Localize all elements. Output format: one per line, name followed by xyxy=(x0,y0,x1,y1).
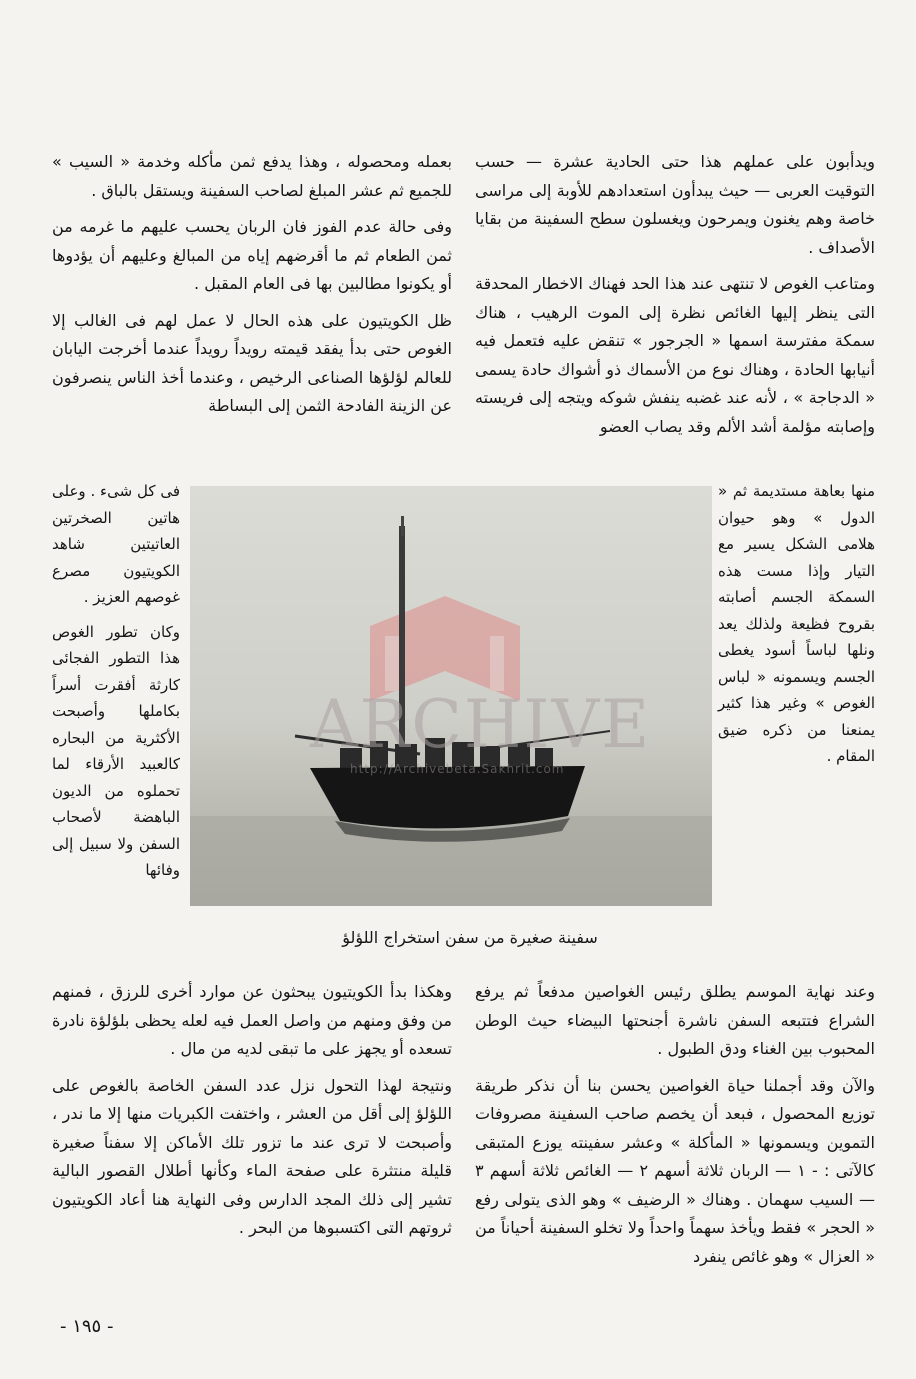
column-left-top xyxy=(52,148,452,429)
paragraph: ظل الكويتيون على هذه الحال لا عمل لهم فى الغالب إلا الغوص حتى بدأ يفقد قيمته رويداً رويداً عندما أخرجت اليابان للعالم لؤلؤها الصناعى الرخيص ، وعندما أخذ الناس ينصرفون عن الزينة الفادحة الثمن إلى البساطة xyxy=(52,310,452,415)
paragraph: ونتيجة لهذا التحول نزل عدد السفن الخاصة بالغوص على اللؤلؤ إلى أقل من العشر ، واختفت الكبريات منها إلا ما ندر ، وأصبحت لا ترى عند ما تزور تلك الأماكن إلا سفناً صغيرة قليلة منتثرة على صفحة الماء وكأنها أطلال القصور البالية تشير إلى ذلك المجد الدارس وفى النهاية هنا أعاد الكويتيون ثروتهم التى اكتسبوها من البحر . xyxy=(52,1075,452,1237)
paragraph: ومتاعب الغوص لا تنتهى عند هذا الحد فهناك الاخطار المحدقة التى ينظر إليها الغائص نظرة إلى الموت الرهيب ، هناك سمكة مفترسة اسمها « الجرجور » تنقض عليه فتعمل فيه أنيابها الحادة ، وهناك نوع من الأسماك ذو أشواك حادة يسمى « الدجاجة » ، لأنه عند غضبه ينفش شوكه ويتجه إلى فريسته وإصابته مؤلمة أشد الألم وقد يصاب العضو xyxy=(475,274,875,436)
paragraph: بعمله ومحصوله ، وهذا يدفع ثمن مأكله وخدمة « السيب » للجميع ثم عشر المبلغ لصاحب السفينة ويستقل بالباق . xyxy=(52,152,452,200)
paragraph: وعند نهاية الموسم يطلق رئيس الغواصين مدفعاً ثم يرفع الشراع فتتبعه السفن ناشرة أجنحتها البيضاء حيث الوطن المحبوب بين الغناء ودق الطبول . xyxy=(475,982,875,1058)
paragraph: ويدأبون على عملهم هذا حتى الحادية عشرة — حسب التوقيت العربى — حيث يبدأون استعدادهم للأوبة إلى مراسى خاصة وهم يغنون ويمرحون ويغسلون سطح السفينة من بقايا الأصداف . xyxy=(475,152,875,257)
column-right-narrow xyxy=(718,478,875,778)
paragraph: فى كل شىء . وعلى هاتين الصخرتين العاتيتين شاهد الكويتيون مصرع غوصهم العزيز . xyxy=(52,482,180,606)
watermark-text: ARCHIVE xyxy=(310,686,652,763)
paragraph: منها بعاهة مستديمة ثم « الدول » وهو حيوان هلامى الشكل يسير مع التيار وإذا مست هذه السمكة الجسم أصابته بقروح فظيعة ولذلك يعد ونلها لباساً أسود يغطى الجسم ويسمونه « لباس الغوص » وغير هذا كثير يمنعنا من ذكره ضيق المقام . xyxy=(718,482,875,765)
boat-photo xyxy=(190,486,712,906)
photo-caption: سفينة صغيرة من سفن استخراج اللؤلؤ xyxy=(342,928,598,947)
watermark-url: http://Archivebeta.Sakhrit.com xyxy=(350,762,565,776)
page-number: - ١٩٥ - xyxy=(60,1316,114,1337)
paragraph: وهكذا بدأ الكويتيون يبحثون عن موارد أخرى للرزق ، فمنهم من وفق ومنهم من واصل العمل فيه لعله يحظى بلؤلؤة نادرة تسعده أو يجهز على ما تبقى لديه من مال . xyxy=(52,982,452,1058)
paragraph: وفى حالة عدم الفوز فان الربان يحسب عليهم ما غرمه من ثمن الطعام ثم ما أقرضهم إياه من المبالغ وعليهم أن يؤدوها أو يكونوا مطالبين بها فى العام المقبل . xyxy=(52,217,452,293)
paragraph: والآن وقد أجملنا حياة الغواصين يحسن بنا أن نذكر طريقة توزيع المحصول ، فبعد أن يخصم صاحب السفينة مصروفات التموين ويسمونها « المأكلة » وعشر سفينته يوزع المتبقى كالآتى : - ١ — الربان ثلاثة أسهم ٢ — الغائص ثلاثة أسهم ٣ — السيب سهمان . وهناك « الرضيف » وهو الذى يتولى رفع « الحجر » فقط ويأخذ سهماً واحداً ولا تخلو السفينة أحياناً من « العزال » وهو غائص ينفرد xyxy=(475,1075,876,1266)
column-right-top xyxy=(475,148,875,449)
paragraph: وكان تطور الغوص هذا التطور الفجائى كارثة أفقرت أسراً بكاملها وأصبحت الأكثرية من البحاره كالعبيد الأرقاء لما تحملوه من الديون الباهضة لأصحاب السفن ولا سبيل إلى وفائها xyxy=(52,622,180,879)
column-left-bottom xyxy=(52,978,452,1251)
column-left-narrow xyxy=(52,478,180,892)
column-right-bottom xyxy=(475,978,875,1279)
